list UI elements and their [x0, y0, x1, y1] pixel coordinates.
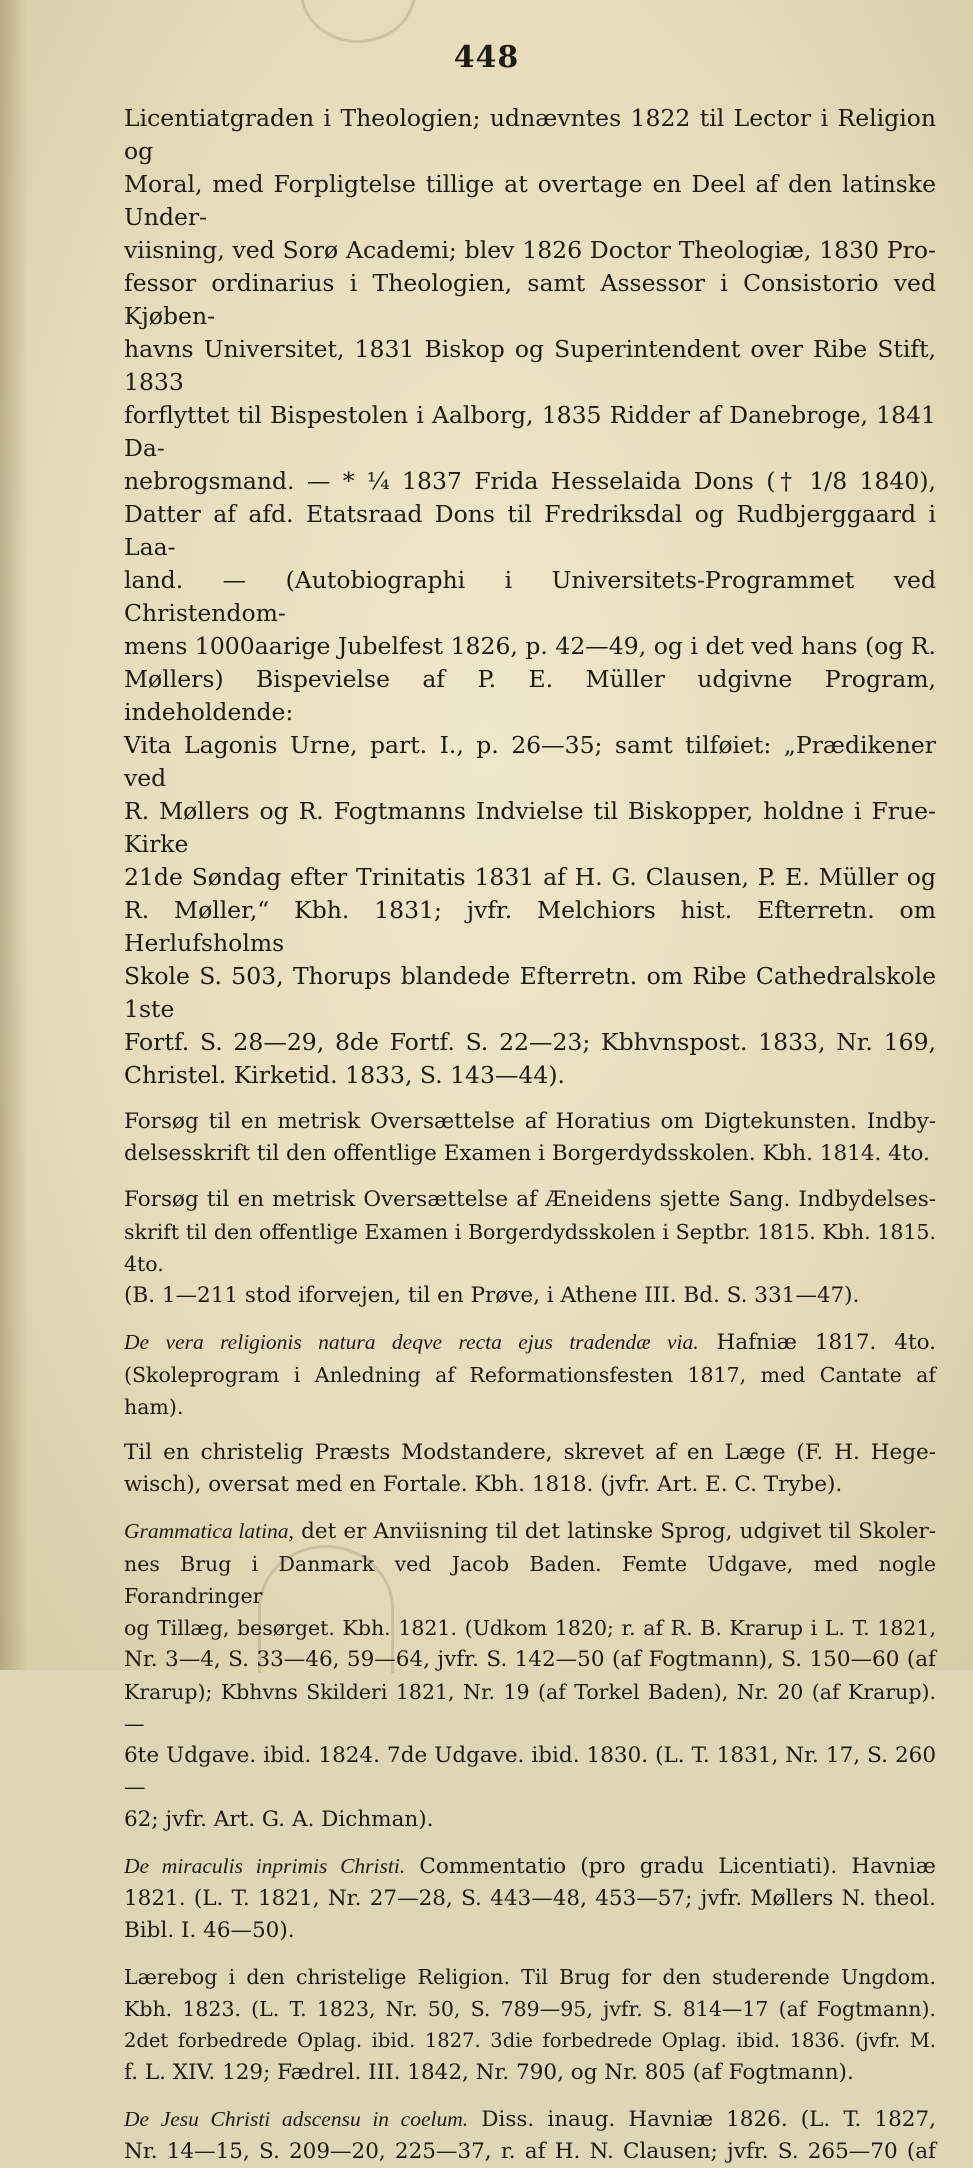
entry-line: wisch), oversat med en Fortale. Kbh. 1818. (jvfr. Art. E. C. Trybe).: [124, 1472, 843, 1497]
entry-text: Hafniæ 1817. 4to.: [716, 1330, 936, 1355]
bio-line: R. Møllers og R. Fogtmanns Indvielse til Biskopper, holdne i Frue-Kirke: [124, 797, 936, 858]
binding-shadow: [0, 0, 28, 1670]
entry-line: skrift til den offentlige Examen i Borgerdydsskolen i Septbr. 1815. Kbh. 1815. 4to.: [124, 1220, 936, 1276]
bio-line: viisning, ved Sorø Academi; blev 1826 Doctor Theologiæ, 1830 Pro-: [124, 236, 936, 264]
entry-line: Forsøg til en metrisk Oversættelse af Horatius om Digtekunsten. Indby-: [124, 1109, 936, 1134]
entry-line: Bibl. I. 46—50).: [124, 1918, 295, 1943]
bio-line: havns Universitet, 1831 Biskop og Superintendent over Ribe Stift, 1833: [124, 335, 936, 396]
entry-line: Krarup); Kbhvns Skilderi 1821, Nr. 19 (af Torkel Baden), Nr. 20 (af Krarup). —: [124, 1680, 936, 1736]
paper-stain-top: [300, 0, 416, 43]
bio-line: Vita Lagonis Urne, part. I., p. 26—35; samt tilføiet: „Prædikener ved: [124, 731, 936, 792]
bibliography-entry: [124, 1961, 936, 2089]
bibliography-entry: [124, 1515, 936, 1836]
bibliography-entry: [124, 1326, 936, 1423]
latin-title: De vera religionis natura deqve recta ejus tradendæ via.: [124, 1330, 699, 1354]
entry-line: f. L. XIV. 129; Fædrel. III. 1842, Nr. 790, og Nr. 805 (af Fogtmann).: [124, 2060, 854, 2085]
bio-line: Møllers) Bispevielse af P. E. Müller udgivne Program, indeholdende:: [124, 665, 936, 726]
entry-line: [124, 1515, 936, 1548]
entry-line: 2det forbedrede Oplag. ibid. 1827. 3die forbedrede Oplag. ibid. 1836. (jvfr. M.: [124, 2029, 936, 2052]
entry-line: [124, 1326, 936, 1359]
entry-line: [124, 1850, 936, 1883]
bio-line: Fortf. S. 28—29, 8de Fortf. S. 22—23; Kbhvnspost. 1833, Nr. 169,: [124, 1028, 936, 1056]
entry-line: (B. 1—211 stod iforvejen, til en Prøve, i Athene III. Bd. S. 331—47).: [124, 1283, 860, 1308]
page-body: [124, 102, 936, 2168]
biography-paragraph: [124, 102, 936, 1092]
entry-line: 1821. (L. T. 1821, Nr. 27—28, S. 443—48, 453—57; jvfr. Møllers N. theol.: [124, 1886, 936, 1911]
entry-line: delsesskrift til den offentlige Examen i Borgerdydsskolen. Kbh. 1814. 4to.: [124, 1141, 930, 1166]
entry-line: (Skoleprogram i Anledning af Reformationsfesten 1817, med Cantate af ham).: [124, 1363, 936, 1419]
page-number: 448: [453, 40, 520, 75]
entry-text: Commentatio (pro gradu Licentiati). Havniæ: [419, 1854, 936, 1879]
latin-title: Grammatica latina,: [124, 1519, 294, 1543]
entry-line: Til en christelig Præsts Modstandere, skrevet af en Læge (F. H. Hege-: [124, 1440, 936, 1465]
bibliography-entry: [124, 1106, 936, 1170]
bio-line: nebrogsmand. — * ⅟₄ 1837 Frida Hesselaida Dons († 1/8 1840),: [124, 467, 936, 495]
bio-line: Moral, med Forpligtelse tillige at overtage en Deel af den latinske Under-: [124, 170, 936, 231]
bibliography-entry: [124, 2103, 936, 2168]
entry-line: Kbh. 1823. (L. T. 1823, Nr. 50, S. 789—95, jvfr. S. 814—17 (af Fogtmann).: [124, 1997, 936, 2021]
latin-title: De miraculis inprimis Christi.: [124, 1854, 406, 1878]
entry-text: det er Anviisning til det latinske Sprog, udgivet til Skoler-: [301, 1519, 936, 1544]
entry-line: Lærebog i den christelige Religion. Til Brug for den studerende Ungdom.: [124, 1965, 936, 1989]
entry-text: Diss. inaug. Havniæ 1826. (L. T. 1827,: [481, 2107, 936, 2132]
bio-line: Licentiatgraden i Theologien; udnævntes 1822 til Lector i Religion og: [124, 104, 936, 165]
entry-line: 62; jvfr. Art. G. A. Dichman).: [124, 1807, 434, 1832]
bibliography-entry: [124, 1184, 936, 1312]
bio-line: 21de Søndag efter Trinitatis 1831 af H. G. Clausen, P. E. Müller og: [124, 863, 936, 891]
entry-line: Forsøg til en metrisk Oversættelse af Æneidens sjette Sang. Indbydelses-: [124, 1187, 936, 1212]
bio-line: Skole S. 503, Thorups blandede Efterretn. om Ribe Cathedralskole 1ste: [124, 962, 936, 1023]
bio-line: mens 1000aarige Jubelfest 1826, p. 42—49, og i det ved hans (og R.: [124, 632, 936, 660]
bio-line: land. — (Autobiographi i Universitets-Programmet ved Christendom-: [124, 566, 936, 627]
bibliography-entry: [124, 1850, 936, 1947]
latin-title: De Jesu Christi adscensu in coelum.: [124, 2107, 469, 2131]
entry-line: og Tillæg, besørget. Kbh. 1821. (Udkom 1820; r. af R. B. Krarup i L. T. 1821,: [124, 1616, 936, 1640]
bio-line: Christel. Kirketid. 1833, S. 143—44).: [124, 1061, 565, 1089]
bio-line: fessor ordinarius i Theologien, samt Assessor i Consistorio ved Kjøben-: [124, 269, 936, 330]
entry-line: Nr. 14—15, S. 209—20, 225—37, r. af H. N. Clausen; jvfr. S. 265—70 (af: [124, 2139, 936, 2164]
bio-line: R. Møller,“ Kbh. 1831; jvfr. Melchiors hist. Efterretn. om Herlufsholms: [124, 896, 936, 957]
entry-line: Nr. 3—4, S. 33—46, 59—64, jvfr. S. 142—50 (af Fogtmann), S. 150—60 (af: [124, 1647, 936, 1672]
bio-line: Datter af afd. Etatsraad Dons til Fredriksdal og Rudbjerggaard i Laa-: [124, 500, 936, 561]
entry-line: nes Brug i Danmark ved Jacob Baden. Femte Udgave, med nogle Forandringer: [124, 1552, 936, 1608]
entry-line: [124, 2103, 936, 2136]
bibliography-entry: [124, 1437, 936, 1501]
bio-line: forflyttet til Bispestolen i Aalborg, 1835 Ridder af Danebroge, 1841 Da-: [124, 401, 936, 462]
entry-line: 6te Udgave. ibid. 1824. 7de Udgave. ibid. 1830. (L. T. 1831, Nr. 17, S. 260—: [124, 1743, 936, 1800]
